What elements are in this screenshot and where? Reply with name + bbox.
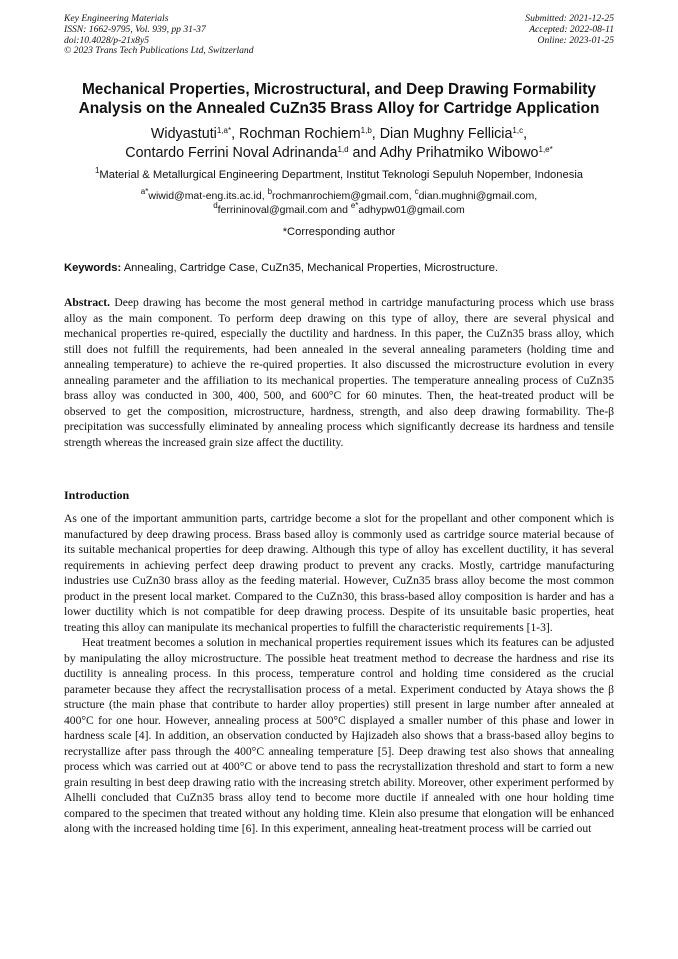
author-sup: 1,c	[512, 126, 524, 135]
publication-dates	[525, 14, 614, 46]
email-sup: c	[414, 187, 419, 196]
journal-info	[64, 14, 254, 57]
author-line-1	[30, 125, 648, 144]
email-address[interactable]: wiwid@mat-eng.its.ac.id,	[148, 190, 268, 202]
abstract-label: Abstract.	[64, 296, 111, 309]
affiliation-text: Material & Metallurgical Engineering Department, Institut Teknologi Sepuluh Nopember, Indonesia	[99, 169, 584, 181]
email-sup: d	[213, 201, 218, 210]
email-address[interactable]: rochmanrochiem@gmail.com,	[272, 190, 415, 202]
email-list	[40, 189, 638, 217]
journal-copyright: © 2023 Trans Tech Publications Ltd, Switzerland	[64, 45, 254, 57]
accepted-date: Accepted: 2022-08-11	[529, 23, 614, 35]
keywords	[64, 261, 624, 275]
author-sup: 1,b	[360, 126, 372, 135]
author-name: , Dian Mughny Fellicia	[371, 126, 513, 142]
email-address[interactable]: adhypw01@gmail.com	[358, 204, 465, 216]
email-line-2	[40, 203, 638, 217]
paper-title	[40, 80, 638, 118]
author-line-2	[30, 144, 648, 163]
abstract	[64, 295, 614, 450]
author-sup: 1,d	[337, 145, 349, 154]
online-date: Online: 2023-01-25	[537, 34, 614, 46]
author-name: and Adhy Prihatmiko Wibowo	[348, 145, 539, 161]
email-sup: b	[267, 187, 273, 196]
submitted-date: Submitted: 2021-12-25	[525, 13, 614, 24]
keywords-label: Keywords:	[64, 262, 122, 274]
author-list	[30, 125, 648, 163]
affiliation-sup: 1	[94, 166, 100, 175]
journal-name: Key Engineering Materials	[64, 13, 169, 24]
email-sup: a*	[140, 187, 149, 196]
introduction-body	[64, 511, 614, 837]
author-name: Contardo Ferrini Noval Adrinanda	[125, 145, 338, 161]
author-separator: ,	[523, 126, 528, 142]
title-line-2: Analysis on the Annealed CuZn35 Brass Alloy for Cartridge Application	[78, 100, 600, 117]
affiliation	[30, 168, 648, 182]
email-address[interactable]: dian.mughni@gmail.com,	[418, 190, 538, 202]
journal-issn: ISSN: 1662-9795, Vol. 939, pp 31-37	[64, 23, 206, 35]
author-sup: 1,a*	[216, 126, 232, 135]
section-heading-introduction: Introduction	[64, 488, 130, 502]
paragraph: Heat treatment becomes a solution in mechanical properties requirement issues which its features can be adjusted by manipulating the alloy microstructure. The possible heat treatment method to decrease the hardness and rise its ductility is annealing process. In this process, temperature control and holding time considered as the crucial parameter because they affect the recrystallisation process of a metal. Experiment conducted by Ataya shows the β structure (the main phase that contribute to harder alloy properties) still present in large number after annealed at 400°C for one hour. However, annealing process at 500°C displayed a smaller number of this phase and lower in hardness scale [4]. In addition, an observation conducted by Hajizadeh also shows that a brass-based alloy begins to recrystallize after pass through the 400°C annealing temperature [5]. Deep drawing test also shows that annealing process which was carried out at 400°C or above tend to pass the recrystallization threshold and start to form a new grain resulting in best deep drawing ratio with the increasing stretch ability. Moreover, other experiment performed by Alhelli concluded that CuZn35 brass alloy tend to become more ductile if annealed with one hour holding time compared to the specimen that treated without any holding time. Klein also presume that elongation will be enhanced along with the increased holding time [6]. In this experiment, annealing heat-treatment process will be carried out	[64, 636, 614, 835]
journal-doi[interactable]: doi:10.4028/p-21x8y5	[64, 34, 149, 46]
keywords-text: Annealing, Cartridge Case, CuZn35, Mechanical Properties, Microstructure.	[121, 262, 499, 274]
email-sup: e*	[350, 201, 359, 210]
author-sup: 1,e*	[538, 145, 553, 154]
corresponding-author-note: *Corresponding author	[282, 226, 396, 238]
author-name: Widyastuti	[150, 126, 217, 142]
abstract-text: Deep drawing has become the most general method in cartridge manufacturing process which use brass alloy as the main component. To perform deep drawing on this type of alloy, there are several physical and mechanical properties re-quired, especially the ductility and hardness. In this paper, the CuZn35 brass alloy, which still does not fulfill the requirements, had been annealed in the several annealing parameters (holding time and annealing temperature) to achieve the re-quired properties. It also discussed the microstructure evolution in every annealing parameter and the affiliation to its mechanical properties. The temperature annealing process of CuZn35 brass alloy was conducted in 300, 400, 500, and 600°C for 60 minutes. Then, the heat-treated product will be observed to get the composition, microstructure, hardness, strength, and also deep drawing formability. The-β precipitation was successfully eliminated by annealing process which significantly decrease its hardness and tensile strength whereas the increased grain size affect the ductility.	[64, 296, 614, 449]
paragraph: As one of the important ammunition parts, cartridge become a slot for the propellant and other component which is manufactured by deep drawing process. Brass based alloy is commonly used as cartridge source material because of its suitable mechanical properties for deep drawing. Although this type of alloy has excellent ductility, it has several requirements in achieving perfect deep drawing product to prevent any cracks. Mostly, cartridge manufacturing industries use CuZn30 brass alloy as the feeding material. However, CuZn35 brass alloy become the most common product in the present local market. Compared to the CuZn30, this brass-based alloy composition is harder and has a lower ductility which is not compatible for deep drawing process. Despite of its unsuitable basic properties, heat treating this alloy can manipulate its mechanical properties to fulfill the characteristic requirements [1-3].	[64, 512, 614, 634]
title-line-1: Mechanical Properties, Microstructural, and Deep Drawing Formability	[81, 81, 596, 98]
email-line-1	[40, 189, 638, 203]
email-address[interactable]: ferrininoval@gmail.com and	[217, 204, 351, 216]
author-name: , Rochman Rochiem	[231, 126, 361, 142]
